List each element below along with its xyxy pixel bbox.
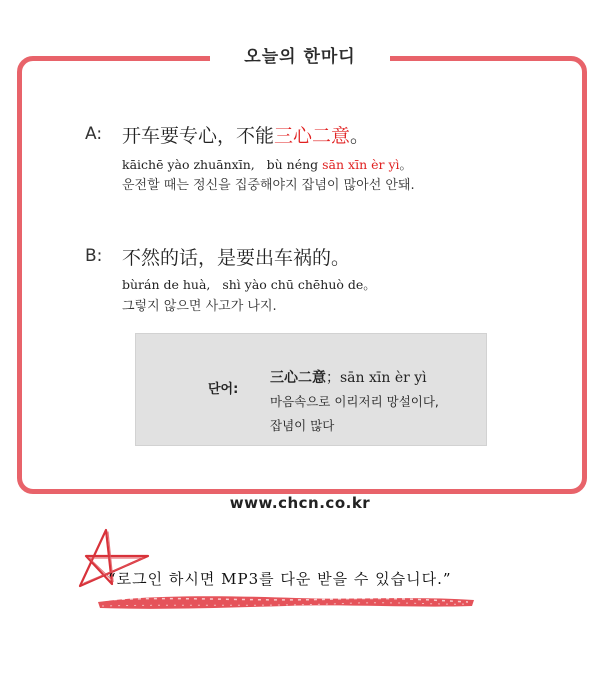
dialogue-a-pinyin-end: 。 xyxy=(399,157,413,172)
dialogue-a-korean: 운전할 때는 정신을 집중해야지 잡념이 많아선 안돼. xyxy=(122,178,415,193)
dialogue-a-pinyin-text: kāichē yào zhuānxīn, bù néng xyxy=(122,157,323,172)
vocab-definition-line2: 잡념이 많다 xyxy=(270,418,335,433)
vocab-word-pinyin: sān xīn èr yì xyxy=(340,370,427,386)
mp3-download-notice: “로그인 하시면 MP3를 다운 받을 수 있습니다.” xyxy=(108,570,452,588)
title-banner xyxy=(210,44,390,70)
vocab-box xyxy=(135,333,487,446)
vocab-separator: ； xyxy=(326,370,340,386)
dialogue-b-pinyin: bùrán de huà, shì yào chū chēhuò de。 xyxy=(122,277,376,292)
speaker-b-label: B: xyxy=(85,246,103,266)
dialogue-a-chinese-text: 开车要专心，不能 xyxy=(122,125,275,147)
dialogue-a-chinese-end: 。 xyxy=(350,125,370,147)
dialogue-a-chinese-highlight: 三心二意 xyxy=(274,125,351,147)
vocab-word xyxy=(270,367,427,387)
speaker-a-label: A: xyxy=(85,124,103,144)
vocab-definition-line1: 마음속으로 이리저리 망설이다, xyxy=(270,394,439,409)
dialogue-b-chinese: 不然的话，是要出车祸的。 xyxy=(122,247,351,269)
dialogue-a-pinyin-highlight: sān xīn èr yì xyxy=(322,157,400,172)
brush-stroke-underline xyxy=(96,590,476,612)
vocab-word-chinese: 三心二意 xyxy=(270,370,326,386)
dialogue-a-pinyin xyxy=(122,155,412,173)
dialogue-b-korean: 그렇지 않으면 사고가 나지. xyxy=(122,299,277,314)
site-url[interactable]: www.chcn.co.kr xyxy=(229,494,371,512)
vocab-label: 단어: xyxy=(208,382,239,397)
dialogue-a-chinese xyxy=(122,121,369,148)
page-title: 오늘의 한마디 xyxy=(244,47,356,67)
